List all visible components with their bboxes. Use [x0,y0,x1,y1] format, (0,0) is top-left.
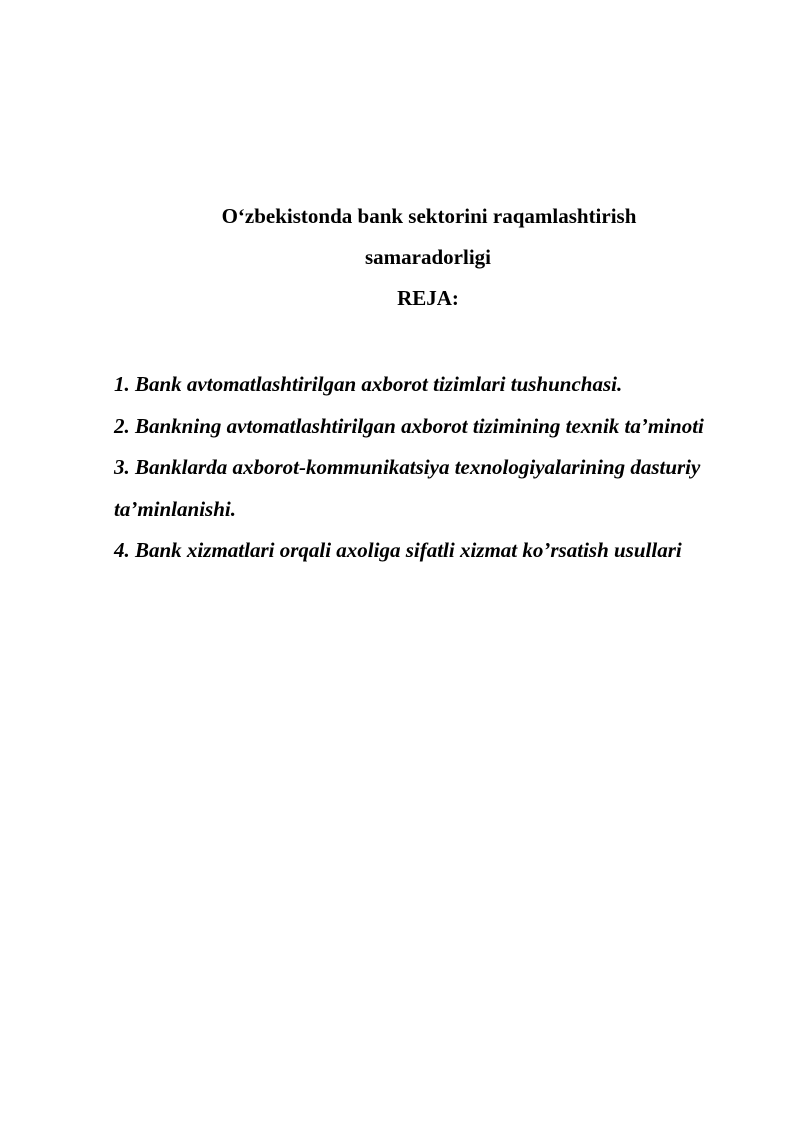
document-title-line-2: samaradorligi [365,245,491,269]
plan-heading: REJA: [397,286,459,310]
document-title-block [0,196,800,319]
plan-item-2: 2. Bankning avtomatlashtirilgan axborot tizimining texnik ta’minoti [114,413,704,438]
plan-item-3: 3. Banklarda axborot-kommunikatsiya texnologiyalarining dasturiy ta’minlanishi. [114,455,701,521]
plan-list [114,364,714,572]
plan-item-4: 4. Bank xizmatlari orqali axoliga sifatli xizmat ko’rsatish usullari [114,538,682,562]
document-title-line-1: O‘zbekistonda bank sektorini raqamlashtirish [221,204,637,228]
plan-item-1: 1. Bank avtomatlashtirilgan axborot tizimlari tushunchasi. [114,372,623,396]
